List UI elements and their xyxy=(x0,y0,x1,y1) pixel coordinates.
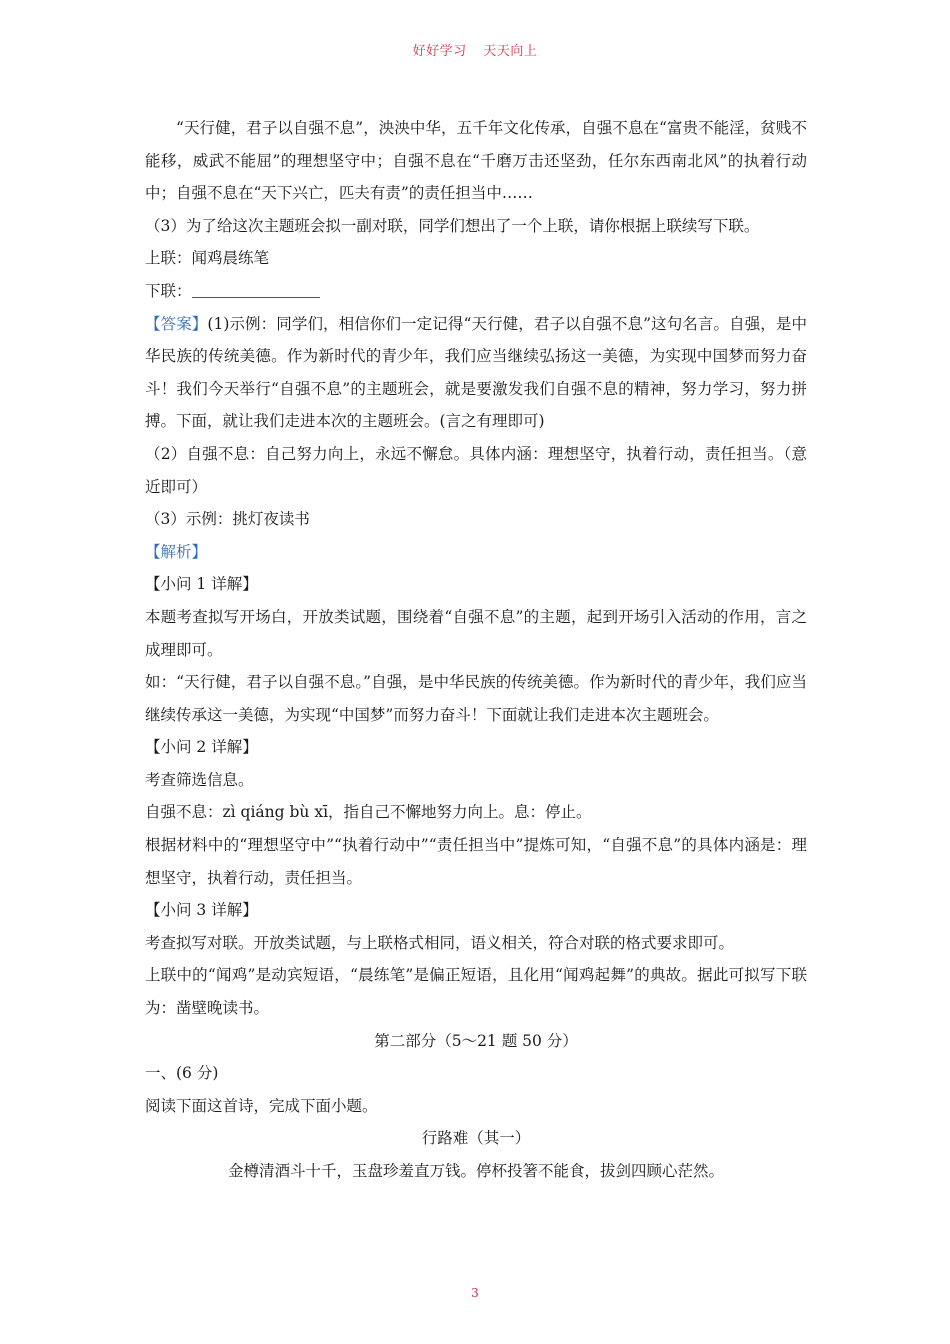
document-body xyxy=(145,112,807,1188)
page-header xyxy=(0,40,950,59)
poem-line-1: 金樽清酒斗十千，玉盘珍羞直万钱。停杯投箸不能食，拔剑四顾心茫然。 xyxy=(227,1162,724,1180)
sub3-para-a: 考查拟写对联。开放类试题，与上联格式相同，语义相关，符合对联的格式要求即可。 xyxy=(145,933,735,952)
shanglian: 上联：闻鸡晨练笔 xyxy=(145,249,270,268)
analysis-tag: 【解析】 xyxy=(145,542,208,561)
answer-1-text: (1)示例：同学们，相信你们一定记得“天行健，君子以自强不息”这句名言。自强，是中华民族的传统美德。作为新时代的青少年，我们应当继续弘扬这一美德，为实现中国梦而努力奋斗！我们今天举行“自强不息”的主题班会，就是要激发我们自强不息的精神，努力学习，努力拼搏。下面，就让我们走进本次的主题班会。(言之有理即可) xyxy=(145,314,807,431)
answer-tag: 【答案】 xyxy=(145,314,208,333)
sub2-para-b: 自强不息：zì qiáng bù xī，指自己不懈地努力向上。息：停止。 xyxy=(145,803,592,822)
poem-title: 行路难（其一） xyxy=(421,1129,531,1148)
intro-paragraph: “天行健，君子以自强不息”，泱泱中华，五千年文化传承，自强不息在“富贵不能淫，贫贱不能移，威武不能屈”的理想坚守中；自强不息在“千磨万击还坚劲，任尔东西南北风”的执着行动中；自强不息在“天下兴亡，匹夫有责”的责任担当中…… xyxy=(145,119,807,203)
section-1-instruction: 阅读下面这首诗，完成下面小题。 xyxy=(145,1096,378,1115)
page-number: 3 xyxy=(471,1286,479,1300)
sub2-para-a: 考查筛选信息。 xyxy=(145,770,254,789)
sub1-para-a: 本题考查拟写开场白，开放类试题，围绕着“自强不息”的主题，起到开场引入活动的作用，言之成理即可。 xyxy=(145,607,807,659)
sub1-title: 【小问 1 详解】 xyxy=(145,575,258,594)
answer-2: （2）自强不息：自己努力向上，永远不懈怠。具体内涵：理想坚守，执着行动，责任担当。（意近即可） xyxy=(145,444,807,496)
header-left-text: 好好学习 xyxy=(412,44,467,59)
xialian-label: 下联： xyxy=(145,281,192,300)
sub1-para-b: 如：“天行健，君子以自强不息。”自强，是中华民族的传统美德。作为新时代的青少年，我们应当继续传承这一美德，为实现“中国梦”而努力奋斗！下面就让我们走进本次主题班会。 xyxy=(145,673,807,724)
part-2-heading: 第二部分（5～21 题 50 分） xyxy=(374,1031,578,1050)
header-right-text: 天天向上 xyxy=(483,44,538,59)
answer-3: （3）示例：挑灯夜读书 xyxy=(145,510,310,529)
question-3: （3）为了给这次主题班会拟一副对联，同学们想出了一个上联，请你根据上联续写下联。 xyxy=(145,216,760,235)
sub2-para-c: 根据材料中的“理想坚守中”“执着行动中”“责任担当中”提炼可知，“自强不息”的具体内涵是：理想坚守，执着行动，责任担当。 xyxy=(145,836,807,887)
sub2-title: 【小问 2 详解】 xyxy=(145,738,258,757)
xialian-line xyxy=(145,275,807,308)
section-1-heading: 一、(6 分) xyxy=(145,1064,219,1083)
sub3-para-b: 上联中的“闻鸡”是动宾短语，“晨练笔”是偏正短语，且化用“闻鸡起舞”的典故。据此可拟写下联为：凿壁晚读书。 xyxy=(145,966,807,1018)
answer-1 xyxy=(145,308,807,438)
answer-blank xyxy=(192,279,320,298)
sub3-title: 【小问 3 详解】 xyxy=(145,901,258,920)
